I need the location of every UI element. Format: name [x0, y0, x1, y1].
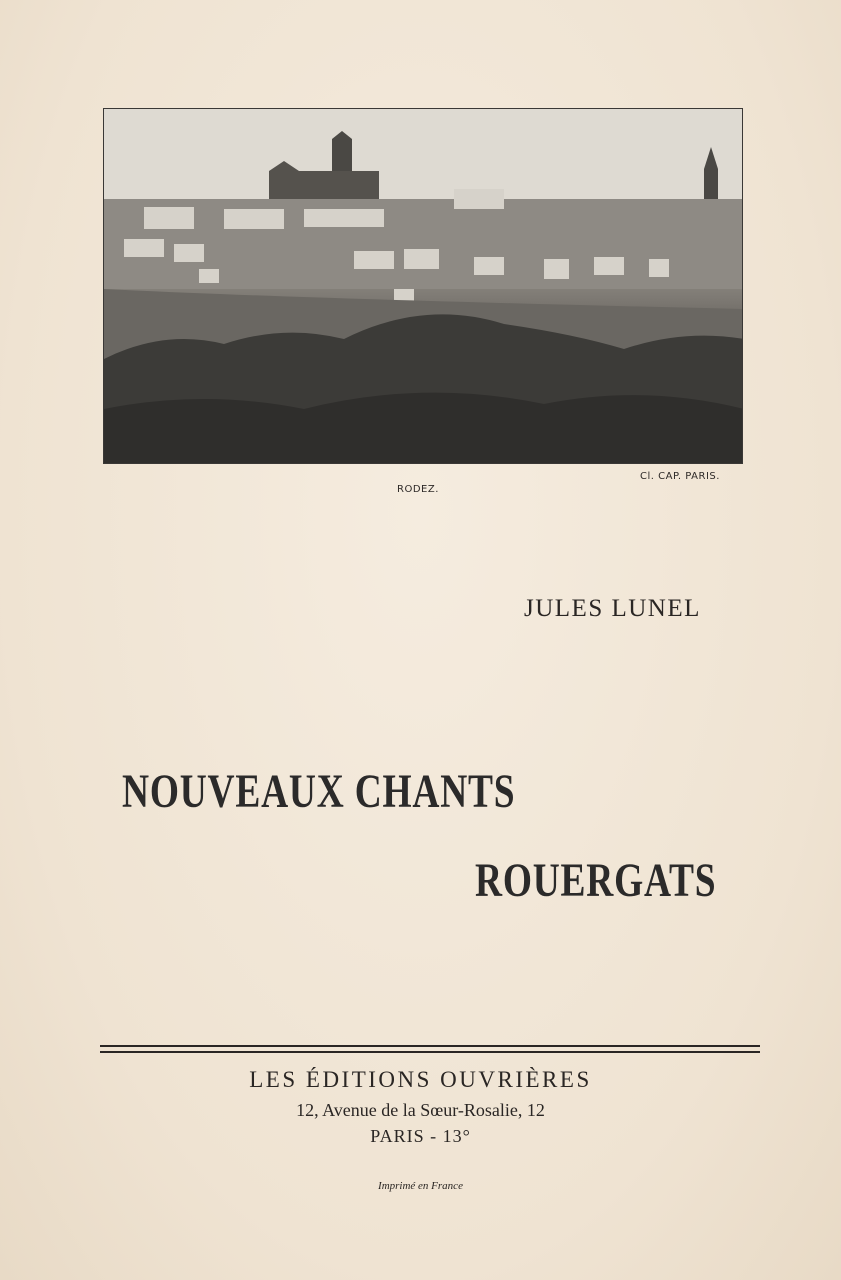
town-landscape-illustration: [104, 109, 743, 464]
photo-caption-location: RODEZ.: [397, 484, 439, 495]
title-line-2: ROUERGATS: [475, 854, 717, 907]
title-line-1: NOUVEAUX CHANTS: [122, 765, 516, 818]
publisher-city: PARIS - 13°: [370, 1126, 471, 1146]
publisher-name: LES ÉDITIONS OUVRIÈRES: [249, 1067, 592, 1092]
photo-credit: Cl. CAP. PARIS.: [640, 471, 720, 482]
publisher-address: 12, Avenue de la Sœur-Rosalie, 12: [296, 1100, 545, 1120]
double-rule-top: [100, 1045, 760, 1047]
cover-photo-rodez: [103, 108, 743, 464]
author-name: JULES LUNEL: [524, 595, 701, 622]
imprint-notice: Imprimé en France: [378, 1180, 463, 1192]
double-rule-bottom: [100, 1051, 760, 1053]
